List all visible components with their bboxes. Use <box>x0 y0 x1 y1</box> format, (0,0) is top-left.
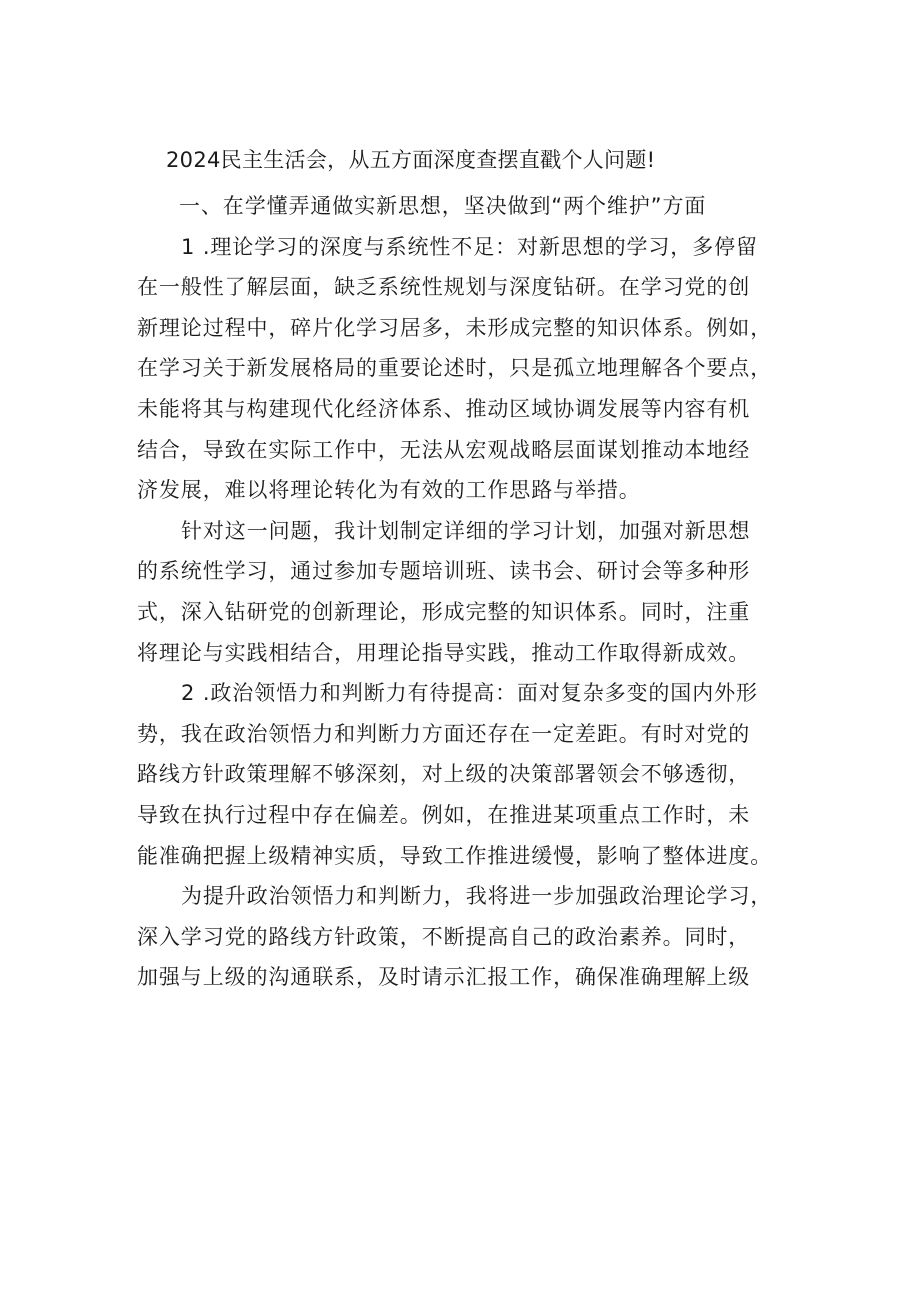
paragraph-line: 结合，导致在实际工作中，无法从宏观战略层面谋划推动本地经 <box>137 437 751 462</box>
paragraph-1 <box>137 227 799 511</box>
paragraph-line: 导致在执行过程中存在偏差。例如，在推进某项重点工作时，未 <box>137 802 751 827</box>
paragraph-2 <box>137 511 799 673</box>
paragraph-line: 在学习关于新发展格局的重要论述时，只是孤立地理解各个要点， <box>137 356 773 381</box>
paragraph-line: 将理论与实践相结合，用理论指导实践，推动工作取得新成效。 <box>137 640 751 665</box>
paragraph-line: 在一般性了解层面，缺乏系统性规划与深度钻研。在学习党的创 <box>137 275 751 300</box>
paragraph-3 <box>137 673 799 876</box>
paragraph-line: 2 .政治领悟力和判断力有待提高：面对复杂多变的国内外形 <box>181 681 758 706</box>
paragraph-line: 加强与上级的沟通联系，及时请示汇报工作，确保准确理解上级 <box>137 965 751 990</box>
paragraph-line: 能准确把握上级精神实质，导致工作推进缓慢，影响了整体进度。 <box>137 843 773 868</box>
paragraph-line: 未能将其与构建现代化经济体系、推动区域协调发展等内容有机 <box>137 396 751 421</box>
document-title: 2024民主生活会，从五方面深度查摆直戳个人问题! <box>166 148 656 172</box>
paragraph-4 <box>137 876 799 998</box>
document-body <box>137 186 799 998</box>
paragraph-line: 为提升政治领悟力和判断力，我将进一步加强政治理论学习， <box>181 884 773 909</box>
paragraph-line: 式，深入钻研党的创新理论，形成完整的知识体系。同时，注重 <box>137 599 751 624</box>
section-heading: 一、在学懂弄通做实新思想，坚决做到“两个维护”方面 <box>179 194 707 218</box>
paragraph-line: 1 .理论学习的深度与系统性不足：对新思想的学习，多停留 <box>181 234 758 259</box>
paragraph-line: 的系统性学习，通过参加专题培训班、读书会、研讨会等多种形 <box>137 559 751 584</box>
paragraph-line: 新理论过程中，碎片化学习居多，未形成完整的知识体系。例如， <box>137 315 773 340</box>
paragraph-line: 深入学习党的路线方针政策，不断提高自己的政治素养。同时， <box>137 924 751 949</box>
paragraph-line: 针对这一问题，我计划制定详细的学习计划，加强对新思想 <box>181 518 751 543</box>
paragraph-line: 济发展，难以将理论转化为有效的工作思路与举措。 <box>137 478 641 503</box>
paragraph-line: 势，我在政治领悟力和判断力方面还存在一定差距。有时对党的 <box>137 721 751 746</box>
paragraph-line: 路线方针政策理解不够深刻，对上级的决策部署领会不够透彻， <box>137 762 751 787</box>
